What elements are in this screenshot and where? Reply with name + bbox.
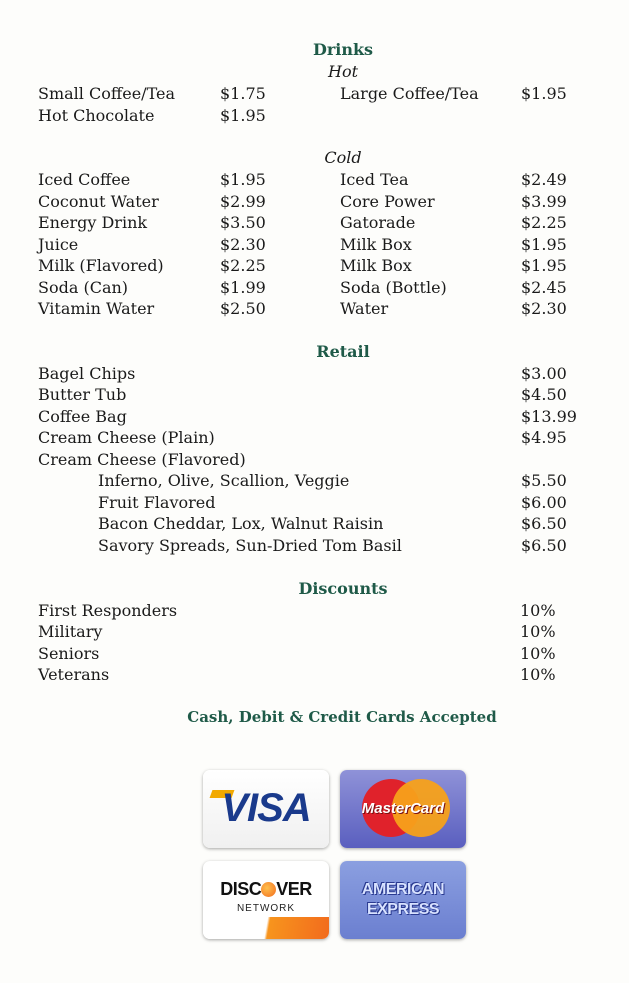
mastercard-logo-text: MasterCard xyxy=(361,800,445,817)
discover-dot-icon xyxy=(261,882,276,897)
menu-item-name: Iced Coffee xyxy=(38,170,131,189)
hot-subheading: Hot xyxy=(327,62,358,81)
retail-subitem-name: Inferno, Olive, Scallion, Veggie xyxy=(98,471,350,490)
retail-item-price: $6.50 xyxy=(521,536,567,555)
cold-subheading: Cold xyxy=(324,148,362,167)
menu-item-price: $1.95 xyxy=(220,106,266,125)
menu-item-name: Milk Box xyxy=(340,256,412,275)
amex-logo-line2: EXPRESS xyxy=(366,901,440,918)
menu-item-price: $2.49 xyxy=(521,170,567,189)
discount-name: First Responders xyxy=(38,601,178,620)
discount-name: Veterans xyxy=(38,665,110,684)
menu-item-name: Soda (Bottle) xyxy=(340,278,447,297)
discover-network-text: NETWORK xyxy=(236,903,296,914)
mastercard-logo xyxy=(340,770,466,848)
retail-item-price: $6.50 xyxy=(521,514,567,533)
retail-heading: Retail xyxy=(316,342,370,361)
menu-item-price: $2.99 xyxy=(220,192,266,211)
retail-item-price: $4.50 xyxy=(521,385,567,404)
retail-item-price: $6.00 xyxy=(521,493,567,512)
menu-item-price: $2.25 xyxy=(521,213,567,232)
amex-card-logo xyxy=(340,861,466,939)
menu-item-price: $2.25 xyxy=(220,256,266,275)
menu-item-price: $2.30 xyxy=(220,235,266,254)
retail-item-name: Bagel Chips xyxy=(38,364,136,383)
menu-item-price: $1.75 xyxy=(220,84,266,103)
discount-value: 10% xyxy=(520,665,556,684)
visa-card-logo xyxy=(203,770,329,848)
discount-value: 10% xyxy=(520,644,556,663)
menu-item-name: Milk (Flavored) xyxy=(38,256,164,275)
menu-item-name: Milk Box xyxy=(340,235,412,254)
menu-item-price: $2.50 xyxy=(220,299,266,318)
retail-item-name: Cream Cheese (Plain) xyxy=(38,428,215,447)
menu-item-price: $2.30 xyxy=(521,299,567,318)
retail-subitem-name: Bacon Cheddar, Lox, Walnut Raisin xyxy=(98,514,384,533)
menu-item-price: $3.99 xyxy=(521,192,567,211)
discover-orange-band xyxy=(203,917,329,939)
menu-item-price: $1.95 xyxy=(521,84,567,103)
discover-card-logo xyxy=(203,861,329,939)
retail-item-price: $3.00 xyxy=(521,364,567,383)
menu-item-price: $3.50 xyxy=(220,213,266,232)
menu-item-price: $1.95 xyxy=(521,235,567,254)
menu-item-name: Juice xyxy=(38,235,79,254)
retail-subitem-name: Savory Spreads, Sun-Dried Tom Basil xyxy=(98,536,402,555)
menu-item-name: Iced Tea xyxy=(340,170,409,189)
menu-item-name: Small Coffee/Tea xyxy=(38,84,175,103)
payment-note: Cash, Debit & Credit Cards Accepted xyxy=(187,708,497,726)
retail-item-price: $5.50 xyxy=(521,471,567,490)
retail-item-name: Butter Tub xyxy=(38,385,127,404)
menu-item-price: $1.95 xyxy=(521,256,567,275)
menu-item-name: Water xyxy=(340,299,389,318)
retail-item-name: Cream Cheese (Flavored) xyxy=(38,450,246,469)
menu-item-name: Core Power xyxy=(340,192,435,211)
discount-name: Military xyxy=(38,622,103,641)
menu-item-name: Gatorade xyxy=(340,213,416,232)
menu-item-price: $1.95 xyxy=(220,170,266,189)
menu-item-price: $2.45 xyxy=(521,278,567,297)
discount-value: 10% xyxy=(520,601,556,620)
retail-subitem-name: Fruit Flavored xyxy=(98,493,216,512)
discover-text-left: DISC xyxy=(220,879,262,899)
menu-item-name: Vitamin Water xyxy=(38,299,155,318)
retail-item-price: $4.95 xyxy=(521,428,567,447)
menu-item-name: Hot Chocolate xyxy=(38,106,155,125)
menu-item-name: Soda (Can) xyxy=(38,278,129,297)
menu-item-name: Energy Drink xyxy=(38,213,148,232)
discount-name: Seniors xyxy=(38,644,100,663)
menu-item-name: Coconut Water xyxy=(38,192,159,211)
visa-logo-text: VISA xyxy=(221,786,311,830)
discover-text-right: VER xyxy=(276,879,312,899)
discounts-heading: Discounts xyxy=(298,579,388,598)
drinks-heading: Drinks xyxy=(312,40,374,59)
menu-item-price: $1.99 xyxy=(220,278,266,297)
menu-item-name: Large Coffee/Tea xyxy=(340,84,479,103)
retail-item-price: $13.99 xyxy=(521,407,577,426)
discount-value: 10% xyxy=(520,622,556,641)
amex-logo-line1: AMERICAN xyxy=(361,881,445,898)
discover-logo-text xyxy=(203,879,329,899)
retail-item-name: Coffee Bag xyxy=(38,407,127,426)
